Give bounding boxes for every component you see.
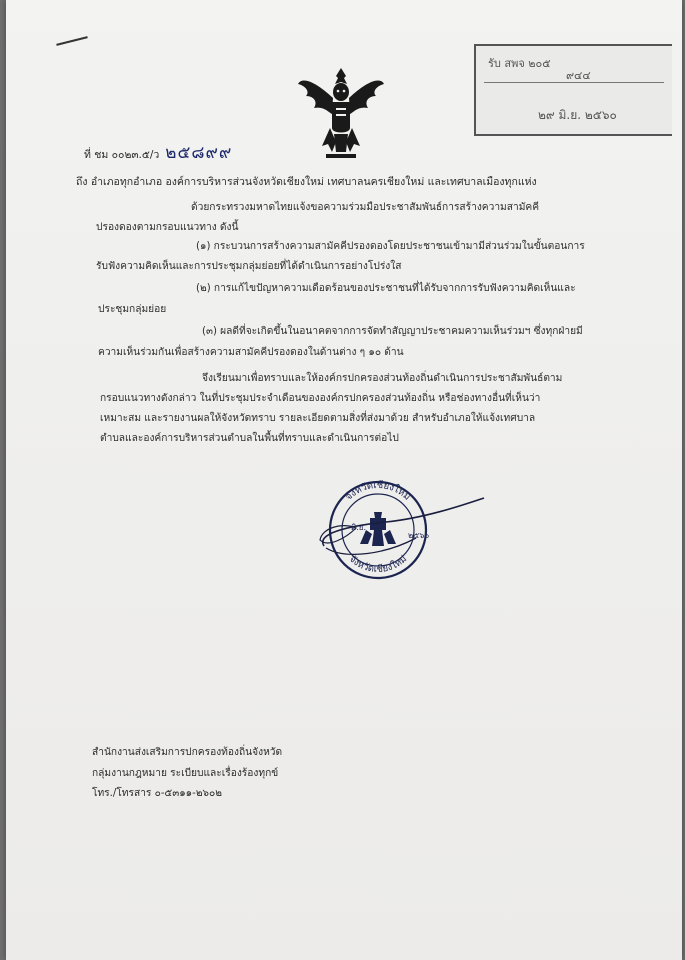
provincial-seal xyxy=(316,468,486,588)
pen-mark xyxy=(56,36,88,46)
para2-line4: ตำบลและองค์การบริหารส่วนตำบลในพื้นที่ทราบและดำเนินการต่อไป xyxy=(100,433,399,444)
seal-month: มิ.ย. xyxy=(351,523,367,532)
item3-line2: ความเห็นร่วมกันเพื่อสร้างความสามัคคีปรองดองในด้านต่าง ๆ ๑๐ ด้าน xyxy=(98,347,404,358)
para2-line1: จึงเรียนมาเพื่อทราบและให้องค์กรปกครองส่วนท้องถิ่นดำเนินการประชาสัมพันธ์ตาม xyxy=(202,373,563,384)
garuda-emblem-icon xyxy=(296,62,386,166)
item3-line1: (๓) ผลดีที่จะเกิดขึ้นในอนาคตจากการจัดทำสัญญาประชาคมความเห็นร่วมฯ ซึ่งทุกฝ่ายมี xyxy=(202,326,583,337)
footer-phone: โทร./โทรสาร ๐-๕๓๑๑-๒๖๐๒ xyxy=(92,788,222,799)
document-number-label: ที่ ชม ๐๐๒๓.๕/ว xyxy=(84,149,160,161)
footer-group: กลุ่มงานกฎหมาย ระเบียบและเรื่องร้องทุกข์ xyxy=(92,768,279,779)
item1-line2: รับฟังความคิดเห็นและการประชุมกลุ่มย่อยที่ได้ดำเนินการอย่างโปร่งใส xyxy=(96,261,402,272)
seal-top-text: จังหวัดเชียงใหม่ xyxy=(343,479,413,503)
seal-bottom-text: จังหวัดเชียงใหม่ xyxy=(346,553,410,576)
document-number xyxy=(84,143,233,163)
item2-line2: ประชุมกลุ่มย่อย xyxy=(98,304,167,315)
svg-text:จังหวัดเชียงใหม่ xyxy=(343,479,412,503)
body-para1-line1: ด้วยกระทรวงมหาดไทยแจ้งขอความร่วมมือประชาสัมพันธ์การสร้างความสามัคคี xyxy=(191,202,540,213)
para2-line2: กรอบแนวทางดังกล่าว ในที่ประชุมประจำเดือนขององค์กรปกครองส่วนท้องถิ่น หรือช่องทางอื่นที่เห็นว่า xyxy=(100,393,541,404)
body-para1-line2: ปรองดองตามกรอบแนวทาง ดังนี้ xyxy=(96,222,239,233)
stamp-divider xyxy=(484,82,664,83)
signature-stroke-2 xyxy=(326,538,416,554)
stamp-line-2: ๙๔๔ xyxy=(566,69,591,82)
seal-year: ๒๕๖๐ xyxy=(408,531,430,540)
stamp-date: ๒๙ มิ.ย. ๒๕๖๐ xyxy=(538,108,617,122)
recipient-line: ถึง อำเภอทุกอำเภอ องค์การบริหารส่วนจังหวัดเชียงใหม่ เทศบาลนครเชียงใหม่ และเทศบาลเมืองทุกแห่ง xyxy=(76,176,537,188)
document-page xyxy=(6,0,682,960)
stamp-line-1: รับ สพจ ๒๐๕ xyxy=(488,57,551,70)
footer-office: สำนักงานส่งเสริมการปกครองท้องถิ่นจังหวัด xyxy=(92,747,283,758)
para2-line3: เหมาะสม และรายงานผลให้จังหวัดทราบ รายละเอียดตามสิ่งที่ส่งมาด้วย สำหรับอำเภอให้แจ้งเทศบาล xyxy=(100,413,536,424)
item1-line1: (๑) กระบวนการสร้างความสามัคคีปรองดองโดยประชาชนเข้ามามีส่วนร่วมในขั้นตอนการ xyxy=(196,241,585,252)
item2-line1: (๒) การแก้ไขปัญหาความเดือดร้อนของประชาชนที่ได้รับจากการรับฟังความคิดเห็นและ xyxy=(196,283,576,294)
document-number-handwritten: ๒๕๘๙๙ xyxy=(165,143,233,163)
receipt-stamp xyxy=(474,44,672,136)
